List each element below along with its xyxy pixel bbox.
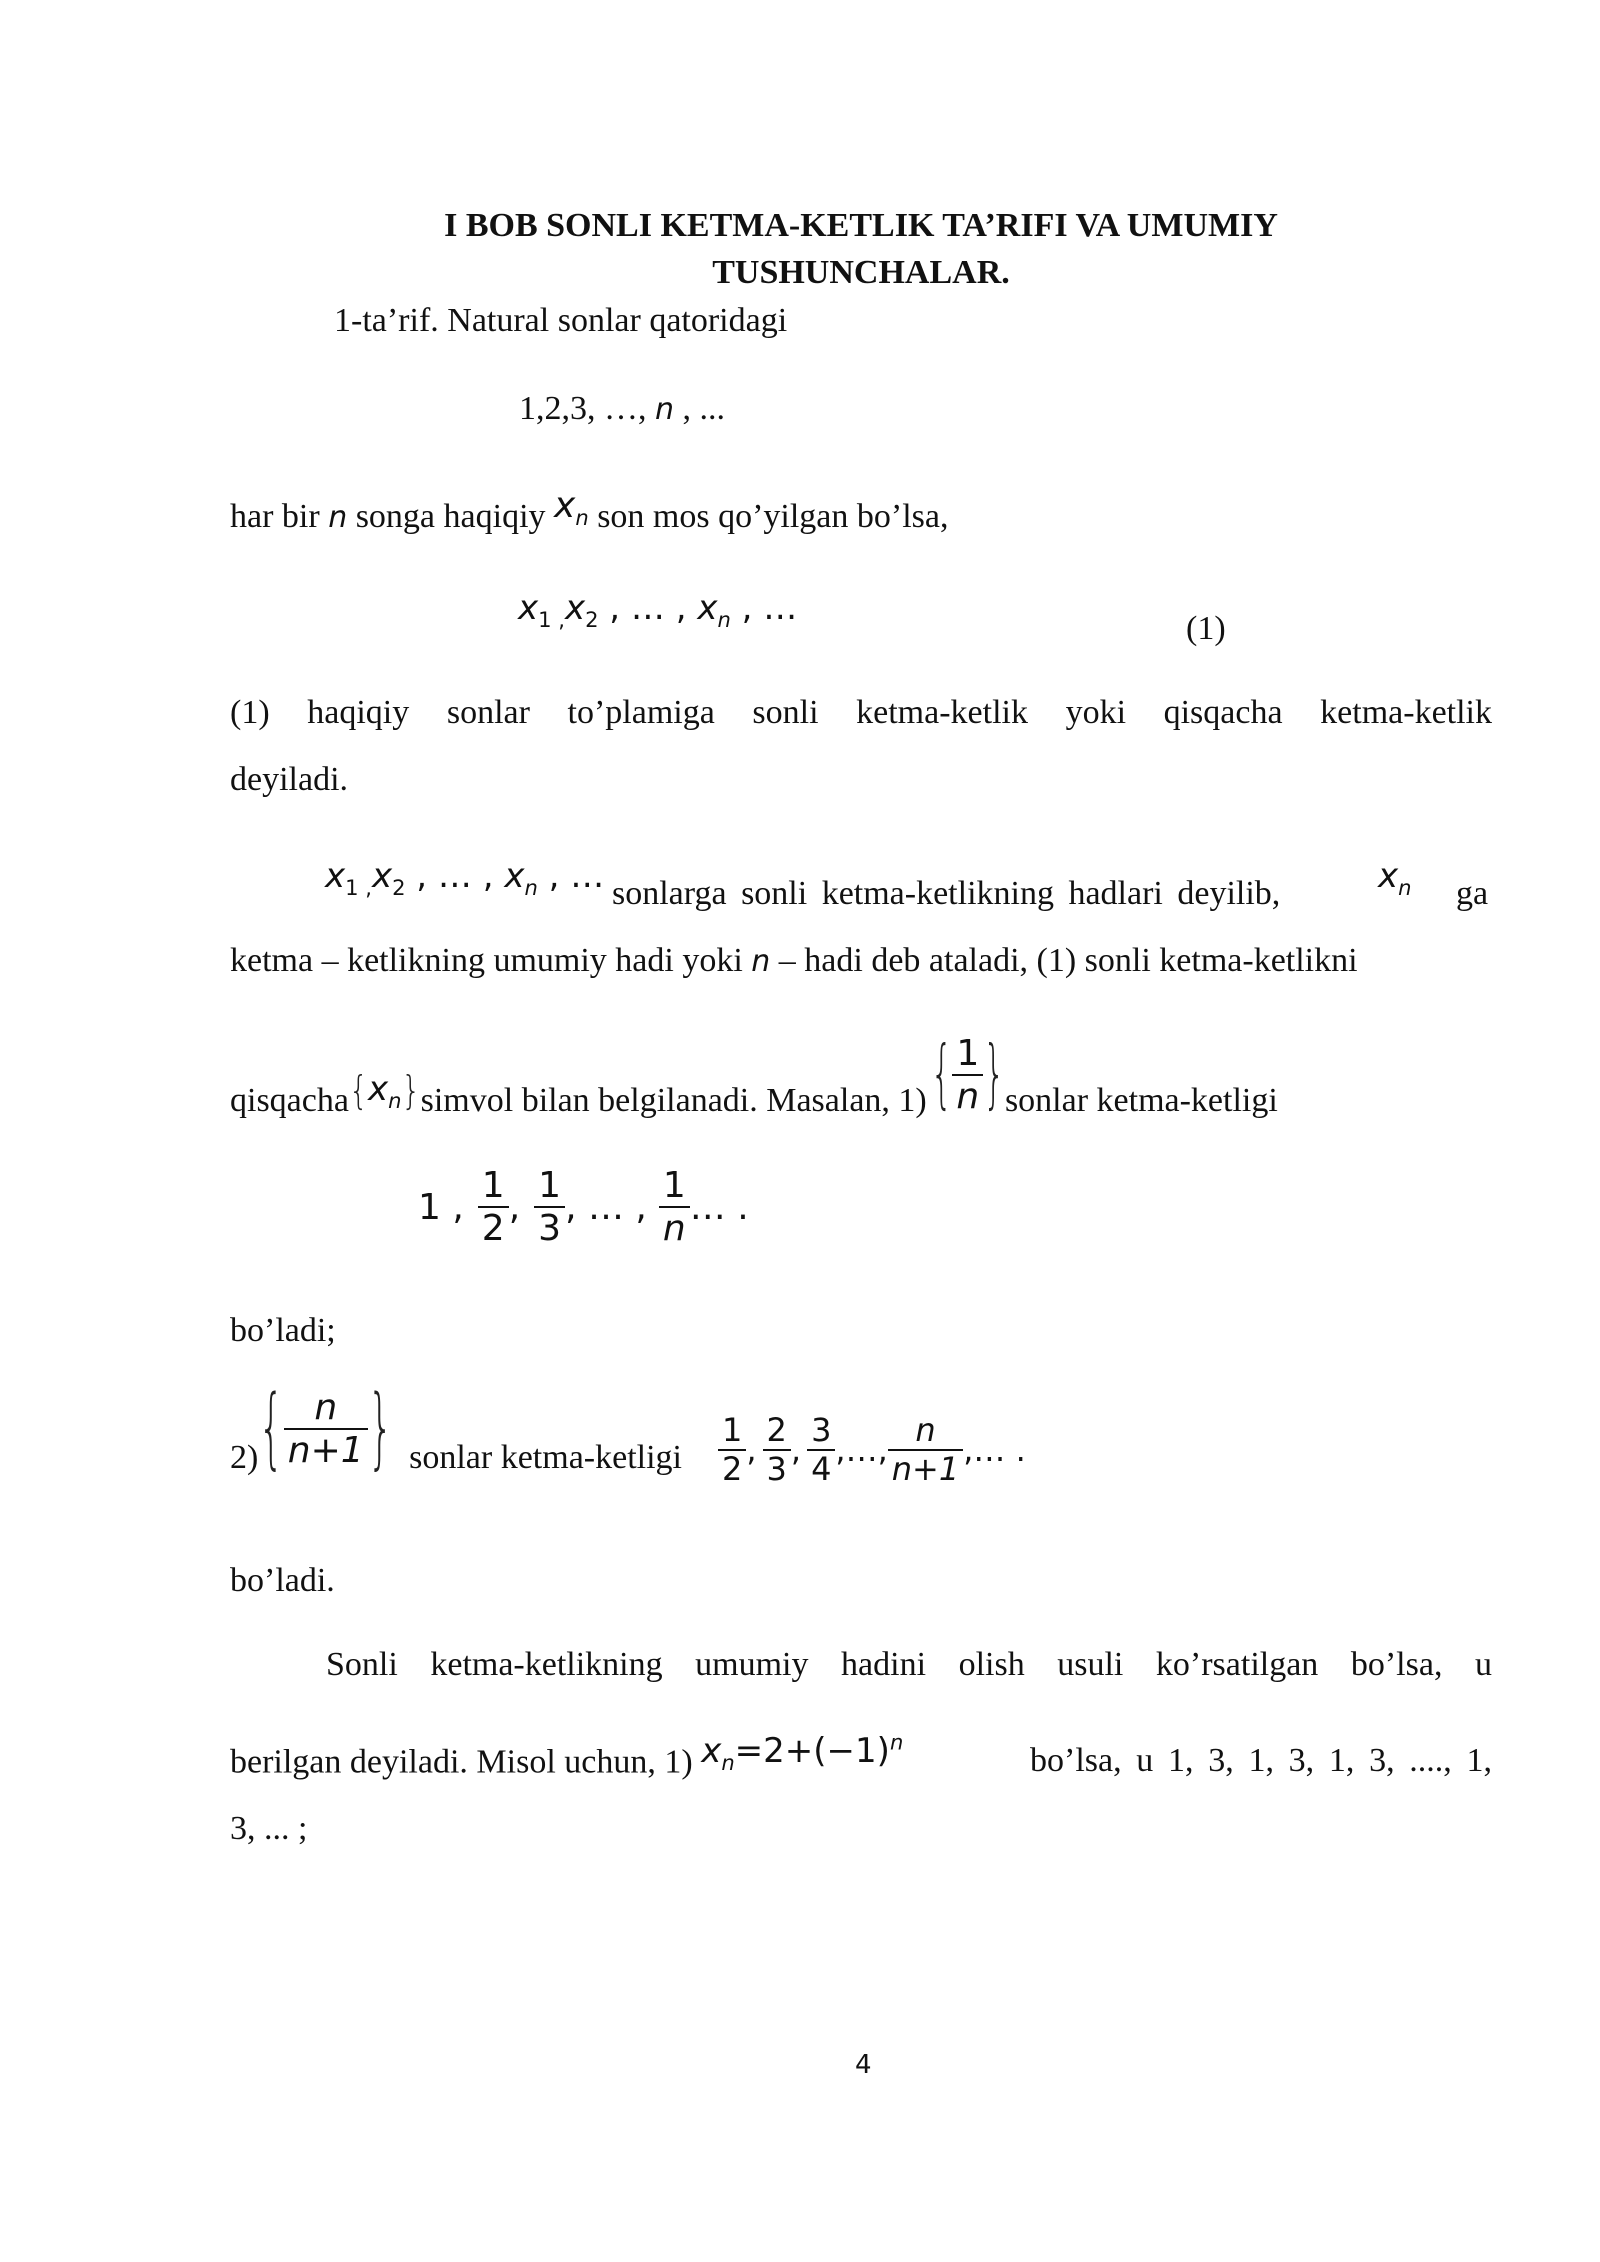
braced-sub: n [388,1087,402,1113]
n-variable: n [328,500,348,535]
hadlar-sub1: 1 , [345,874,372,900]
natural-n-variable: n [655,392,675,427]
paragraph-3-line3: 3, ... ; [230,1810,308,1847]
paragraph-2-line2 [230,940,1358,983]
series-2: $\frac{1}{2}$ , $\frac{2}{3}$ , $\frac{3}{4}$ ,…, $\frac{n}{n+1}$ ,… . [718,1412,1026,1488]
hadlar-xn-term [1378,856,1411,900]
hadlar-text: sonlarga sonli ketma-ketlikning hadlari deyilib, [612,875,1281,912]
text-ketma-ketlikning: ketma – ketlikning umumiy hadi yoki [230,942,752,979]
ex1-denominator: n [956,1076,980,1117]
paragraph-1-line2: deyiladi. [230,761,349,798]
chapter-title-line1: I BOB SONLI KETMA-KETLIK TA’RIFI VA UMUMIY [444,207,1278,244]
series2-fn-den: n+1 [891,1449,960,1488]
series2-end: ,… . [963,1430,1026,1469]
text-son-mos: son mos qo’yilgan bo’lsa, [588,498,949,535]
paragraph-1-line1: (1) haqiqiy sonlar to’plamiga sonli ketma-ketlik yoki qisqacha ketma-ketlik [230,694,1492,731]
series-1: 1 , $\frac{1}{2}$ , $\frac{1}{3}$ , … , $\frac{1}{n}$ … . [418,1165,749,1250]
general-term-sub: n [1398,874,1412,900]
series1-first: 1 , [418,1186,464,1228]
series2-f1-den: 2 [722,1449,743,1488]
ex2-numerator: n [284,1387,368,1430]
example-2-row [230,1378,682,1480]
series2-f3-num: 3 [807,1412,835,1451]
series1-f2-den: 3 [538,1208,562,1250]
seq-sub2: 2 [585,606,599,632]
boladi-2: bo’ladi. [230,1562,335,1599]
definition-lead: 1-ta’rif. Natural sonlar qatoridagi [334,302,788,339]
chapter-title-line2: TUSHUNCHALAR. [712,254,1010,291]
brace-open-2: { [930,1030,953,1119]
example2-text: sonlar ketma-ketligi [409,1439,682,1477]
text-hadi-deb: – hadi deb ataladi, (1) sonli ketma-ketlikni [770,942,1358,979]
equation-label: (1) [1186,610,1226,647]
hadlar-x2: x [371,856,393,896]
natural-numbers-row [519,388,725,431]
example2-braced-fraction [258,1378,394,1480]
text-berilgan-deyiladi: berilgan deyiladi. Misol uchun, 1) [230,1743,702,1781]
hadlar-sequence [325,856,604,900]
ex1-numerator: 1 [952,1033,983,1076]
text-qisqacha: qisqacha [230,1081,349,1119]
natural-numbers-text: 1,2,3, …, [519,390,655,427]
series2-fn-num: n [888,1412,963,1451]
hadlar-sub2: 2 [392,874,406,900]
brace-close: } [401,1069,421,1115]
hadlar-subn: n [524,874,538,900]
hadlar-end: , … [537,856,605,896]
example2-label: 2) [230,1439,259,1477]
n-variable-2: n [751,944,771,979]
series2-f2-num: 2 [763,1412,791,1451]
definition-line [230,485,949,541]
ex2-brace-open: { [258,1378,284,1480]
seq-xn: x [697,588,718,628]
series1-end: … . [689,1186,749,1228]
series2-f1-num: 1 [718,1412,746,1451]
xn-braced-symbol [349,1068,421,1114]
text-songa-haqiqiy: songa haqiqiy [347,498,555,535]
seq-subn: n [717,606,731,632]
ex2-brace-close: } [367,1378,394,1480]
text-har-bir: har bir [230,498,329,535]
series2-dots: ,…, [835,1430,888,1469]
ex2-denominator: n+1 [287,1430,364,1472]
series1-f1-num: 1 [478,1165,509,1208]
formula-xn [701,1730,904,1776]
series1-fn-den: n [662,1208,686,1250]
series2-f3-den: 4 [811,1449,832,1488]
seq-sub1: 1 , [538,606,565,632]
seq-end: , … [730,588,798,628]
series1-f1-den: 2 [481,1208,505,1250]
x-variable: x [554,485,576,526]
paragraph-3-line2-left [230,1730,904,1786]
example1-braced-fraction [930,1030,1005,1119]
general-term-x: x [1378,856,1399,896]
series1-dots: , … , [565,1186,647,1228]
seq-x2: x [564,588,586,628]
formula-sup: n [889,1730,904,1755]
braced-x: x [368,1068,389,1109]
formula-x: x [701,1731,722,1772]
sequence-formula [518,588,797,632]
formula-sub: n [721,1750,735,1776]
brace-close-2: } [983,1030,1005,1119]
formula-body: =2+(−1) [734,1731,890,1772]
series2-f2-den: 3 [766,1449,787,1488]
text-sonlar-ketma-ketligi: sonlar ketma-ketligi [1004,1081,1278,1119]
paragraph-3-line1: Sonli ketma-ketlikning umumiy hadini olish usuli ko’rsatilgan bo’lsa, u [326,1646,1492,1683]
hadlar-x1: x [325,856,346,896]
series1-fn-num: 1 [659,1165,690,1208]
boladi-1: bo’ladi; [230,1312,336,1349]
seq-x1: x [518,588,539,628]
paragraph-3-line2-right: bo’lsa, u 1, 3, 1, 3, 1, 3, ...., 1, [1030,1742,1492,1779]
brace-open: { [348,1069,369,1115]
series1-f2-num: 1 [534,1165,565,1208]
x-subscript: n [575,504,589,530]
seq-ellipsis: , … , [598,588,698,628]
text-simvol: simvol bilan belgilanadi. Masalan, 1) [420,1081,927,1119]
paragraph-2-line3 [230,1005,1278,1125]
natural-numbers-end: , ... [674,390,726,427]
page-number: 4 [855,2050,872,2080]
hadlar-xn: x [504,856,525,896]
text-ga: ga [1456,875,1489,912]
hadlar-ellipsis: , … , [405,856,505,896]
